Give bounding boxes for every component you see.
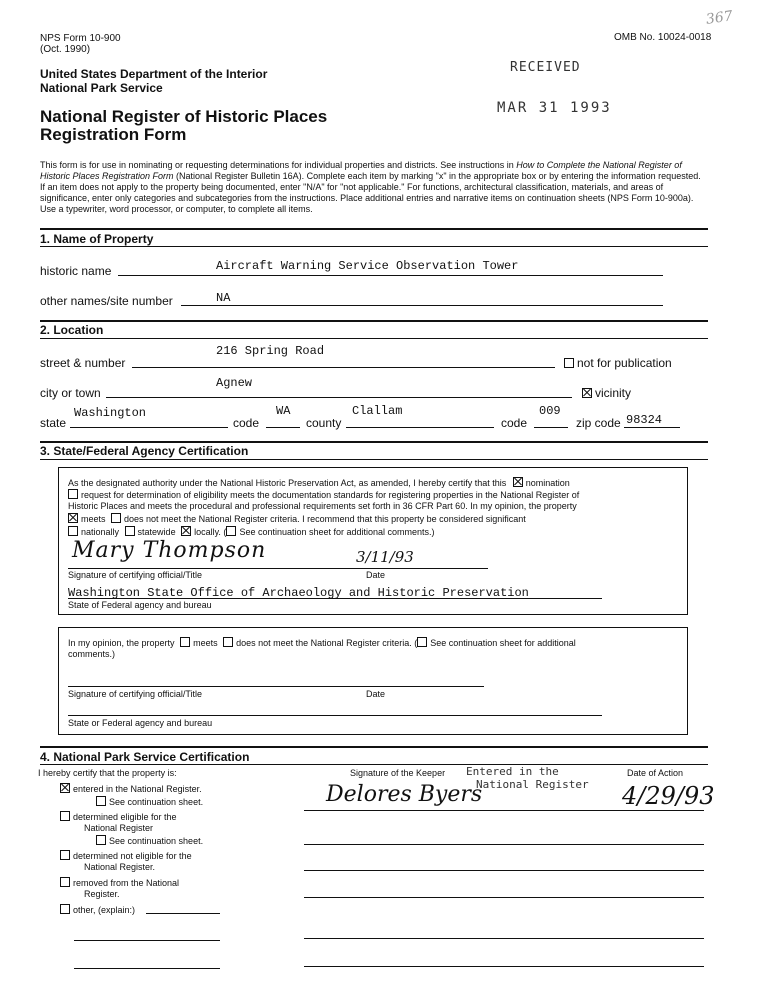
- form-title: National Register of Historic Places: [40, 107, 328, 126]
- nationally-checkbox[interactable]: [68, 526, 78, 536]
- cert-line-4: [68, 513, 678, 525]
- zip-line: [624, 427, 680, 428]
- state-code-value[interactable]: WA: [276, 404, 291, 418]
- determined-eligible-label: determined eligible for the: [73, 812, 177, 822]
- zip-value[interactable]: 98324: [626, 413, 663, 427]
- historic-name-label: historic name: [40, 264, 112, 278]
- signature2-line: [68, 686, 484, 687]
- other-names-value[interactable]: NA: [216, 291, 231, 305]
- agency-value[interactable]: Washington State Office of Archaeology and Historic Preservation: [68, 586, 529, 600]
- nomination-checkbox[interactable]: [513, 477, 523, 487]
- form-date: (Oct. 1990): [40, 44, 91, 55]
- section-rule: [40, 338, 708, 339]
- county-line: [346, 427, 494, 428]
- not-eligible-label: determined not eligible for the: [73, 851, 192, 861]
- meets-label: meets: [81, 514, 106, 524]
- historic-name-value[interactable]: Aircraft Warning Service Observation Tower: [216, 259, 519, 273]
- blank-line: [304, 844, 704, 845]
- form-subtitle: Registration Form: [40, 125, 187, 144]
- entered-stamp-2: National Register: [476, 778, 589, 791]
- entered-stamp-1: Entered in the: [466, 765, 559, 778]
- does-not-meet-label: does not meet the National Register criteria. I recommend that this property be considered significant: [124, 514, 526, 524]
- zip-label: zip code: [576, 416, 621, 430]
- certifying-signature: Mary Thompson: [72, 538, 267, 563]
- other-explain-line-3[interactable]: [74, 968, 220, 969]
- other-checkbox[interactable]: [60, 904, 70, 914]
- vicinity[interactable]: [582, 386, 631, 400]
- section-rule: [40, 746, 708, 748]
- cert-line-2: [68, 489, 678, 501]
- county-code-value[interactable]: 009: [539, 404, 561, 418]
- opinion-line-1: [68, 637, 678, 649]
- eligible-see-checkbox[interactable]: [96, 835, 106, 845]
- section4-title: 4. National Park Service Certification: [40, 750, 250, 764]
- keeper-signature: Delores Byers: [326, 782, 483, 807]
- opinion-meets-label: meets: [193, 638, 218, 648]
- removed-label: removed from the National: [73, 878, 180, 888]
- opinion-text: In my opinion, the property: [68, 638, 175, 648]
- cert-text: request for determination of eligibility meets the documentation standards for registering properties in the National Register of: [81, 490, 580, 500]
- vicinity-checkbox[interactable]: [582, 388, 592, 398]
- date2-label: Date: [366, 689, 386, 699]
- section-rule: [40, 320, 708, 322]
- instructions-bulletin-title: How to Complete the National Register of Historic Places Registration Form: [40, 160, 682, 181]
- form-number: NPS Form 10-900: [40, 33, 121, 44]
- statewide-label: statewide: [137, 527, 176, 537]
- other-explain-line[interactable]: [146, 913, 220, 914]
- blank-line: [304, 897, 704, 898]
- removed-checkbox[interactable]: [60, 877, 70, 887]
- meets-checkbox[interactable]: [68, 513, 78, 523]
- entered-checkbox[interactable]: [60, 783, 70, 793]
- section-rule: [40, 459, 708, 460]
- date-of-action-label: Date of Action: [627, 768, 684, 778]
- cert-line-5: [68, 526, 678, 538]
- opinion-continuation-checkbox[interactable]: [417, 637, 427, 647]
- not-for-publication[interactable]: [564, 356, 672, 370]
- keeper-label: Signature of the Keeper: [350, 768, 446, 778]
- state-line: [70, 427, 228, 428]
- blank-line: [304, 870, 704, 871]
- state-value[interactable]: Washington: [74, 406, 147, 420]
- historic-name-line: [118, 275, 663, 276]
- section-rule: [40, 246, 708, 247]
- removed-label-2: Register.: [84, 889, 120, 899]
- received-date-stamp: MAR 31 1993: [497, 100, 612, 116]
- entered-see-label: See continuation sheet.: [109, 797, 204, 807]
- opinion-line-2: comments.): [68, 649, 116, 659]
- agency-line: [68, 598, 602, 599]
- other-explain-line-2[interactable]: [74, 940, 220, 941]
- nomination-label: nomination: [525, 478, 570, 488]
- street-label: street & number: [40, 356, 126, 370]
- section3-title: 3. State/Federal Agency Certification: [40, 444, 249, 458]
- nationally-label: nationally: [81, 527, 120, 537]
- opinion-not-meet-label: does not meet the National Register criteria. (: [236, 638, 418, 648]
- determined-eligible-checkbox[interactable]: [60, 811, 70, 821]
- not-for-publication-label: not for publication: [577, 356, 672, 370]
- instructions-text: This form is for use in nominating or requesting determinations for individual properties and districts. See instructions in: [40, 160, 517, 170]
- agency2-label: State or Federal agency and bureau: [68, 718, 213, 728]
- cert-line-3: Historic Places and meets the procedural and professional requirements set forth in 36 CFR Part 60. In my opinion, the property: [68, 501, 577, 511]
- opinion-meets-checkbox[interactable]: [180, 637, 190, 647]
- county-label: county: [306, 416, 342, 430]
- vicinity-label: vicinity: [595, 386, 632, 400]
- omb-number: OMB No. 10024-0018: [614, 32, 712, 43]
- eligible-see-label: See continuation sheet.: [109, 836, 204, 846]
- other-label: other, (explain:): [73, 905, 136, 915]
- option-removed[interactable]: [60, 877, 179, 889]
- option-other[interactable]: [60, 904, 135, 916]
- not-for-publication-checkbox[interactable]: [564, 358, 574, 368]
- entered-see-checkbox[interactable]: [96, 796, 106, 806]
- instructions-text-rest: (National Register Bulletin 16A). Complete each item by marking "x" in the appropriate box or by entering the information requested. If an item does not apply to the property being documented, enter "N/A" for "not applicable." For functions, architectural classification, materials, and areas of significance, enter only categories and subcategories from the instructions. Place additional entries and narrative items on continuation sheets (NPS Form 10-900a). Use a typewriter, word processor, or computer, to complete all items.: [40, 171, 701, 214]
- option-determined-eligible[interactable]: [60, 811, 177, 823]
- instructions: [40, 160, 708, 215]
- option-entered-see[interactable]: [96, 796, 203, 808]
- certifying-date: 3/11/93: [356, 548, 414, 566]
- continuation-checkbox[interactable]: [226, 526, 236, 536]
- cert-text: As the designated authority under the National Historic Preservation Act, as amended, I hereby certify that this: [68, 478, 507, 488]
- date-label: Date: [366, 570, 386, 580]
- section2-title: 2. Location: [40, 323, 104, 337]
- state-label: state: [40, 416, 67, 430]
- blank-line: [304, 966, 704, 967]
- option-entered[interactable]: [60, 783, 202, 795]
- statewide-checkbox[interactable]: [125, 526, 135, 536]
- locally-label: locally. (: [194, 527, 227, 537]
- state-code-line: [266, 427, 300, 428]
- opinion-continuation-label: See continuation sheet for additional: [430, 638, 576, 648]
- state-code-label: code: [233, 416, 260, 430]
- not-eligible-label-2: National Register.: [84, 862, 156, 872]
- other-names-line: [181, 305, 663, 306]
- signature-label: Signature of certifying official/Title: [68, 570, 203, 580]
- agency2-line: [68, 715, 602, 716]
- corner-mark: 367: [705, 8, 734, 28]
- street-line: [132, 367, 555, 368]
- keeper-line: [304, 810, 704, 811]
- option-not-eligible[interactable]: [60, 850, 192, 862]
- county-code-label: code: [501, 416, 528, 430]
- does-not-meet-checkbox[interactable]: [111, 513, 121, 523]
- option-eligible-see[interactable]: [96, 835, 203, 847]
- city-label: city or town: [40, 386, 101, 400]
- entered-label: entered in the National Register.: [73, 784, 202, 794]
- signature2-label: Signature of certifying official/Title: [68, 689, 203, 699]
- opinion-not-meet-checkbox[interactable]: [223, 637, 233, 647]
- city-value[interactable]: Agnew: [216, 376, 253, 390]
- cert-line-1: [68, 477, 678, 489]
- agency-label: State of Federal agency and bureau: [68, 600, 212, 610]
- other-names-label: other names/site number: [40, 294, 173, 308]
- date-of-action-value: 4/29/93: [622, 782, 715, 810]
- locally-checkbox[interactable]: [181, 526, 191, 536]
- blank-line: [304, 938, 704, 939]
- department-name: United States Department of the Interior: [40, 67, 268, 81]
- determined-eligible-label-2: National Register: [84, 823, 154, 833]
- keeper-intro: I hereby certify that the property is:: [38, 768, 177, 778]
- continuation-label: See continuation sheet for additional comments.): [239, 527, 435, 537]
- county-value[interactable]: Clallam: [352, 404, 403, 418]
- section1-title: 1. Name of Property: [40, 232, 154, 246]
- service-name: National Park Service: [40, 81, 163, 95]
- section-rule: [40, 228, 708, 230]
- section-rule: [40, 764, 708, 765]
- received-stamp: RECEIVED: [510, 60, 581, 75]
- eligibility-request-checkbox[interactable]: [68, 489, 78, 499]
- section-rule: [40, 441, 708, 443]
- signature-line: [68, 568, 488, 569]
- not-eligible-checkbox[interactable]: [60, 850, 70, 860]
- street-value[interactable]: 216 Spring Road: [216, 344, 325, 358]
- county-code-line: [534, 427, 568, 428]
- city-line: [106, 397, 572, 398]
